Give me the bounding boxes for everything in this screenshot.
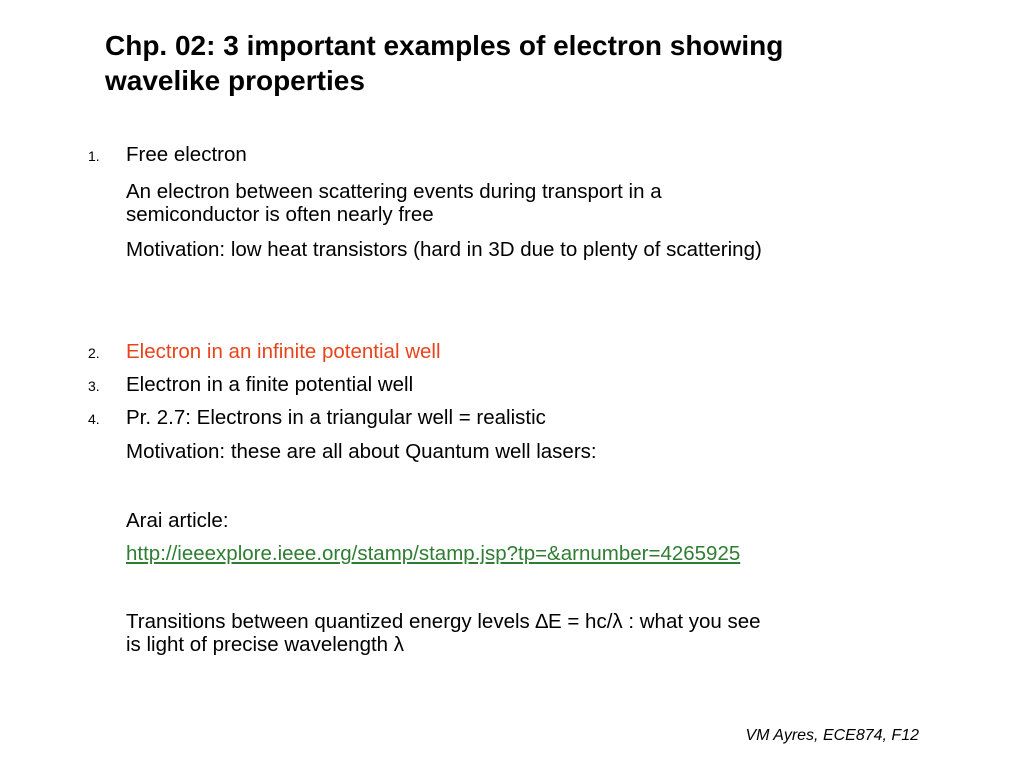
list-item-triangular-well: Pr. 2.7: Electrons in a triangular well = realistic [126, 406, 546, 429]
arai-article-link[interactable]: http://ieeexplore.ieee.org/stamp/stamp.jsp?tp=&arnumber=4265925 [126, 542, 741, 565]
list-item-finite-well: Electron in a finite potential well [126, 373, 414, 396]
quantum-well-motivation: Motivation: these are all about Quantum well lasers: [126, 440, 597, 463]
slide-title-line-1: Chp. 02: 3 important examples of electron showing [105, 30, 784, 61]
free-electron-description-line-2: semiconductor is often nearly free [126, 203, 434, 226]
free-electron-description-line-1: An electron between scattering events during transport in a [126, 180, 662, 203]
free-electron-motivation: Motivation: low heat transistors (hard in 3D due to plenty of scattering) [126, 238, 762, 261]
footer-credit: VM Ayres, ECE874, F12 [745, 727, 919, 744]
slide-title-line-2: wavelike properties [105, 65, 365, 96]
list-number-3: 3. [88, 378, 100, 394]
slide-title [105, 28, 965, 98]
list-item-infinite-well: Electron in an infinite potential well [126, 340, 441, 363]
list-number-2: 2. [88, 345, 100, 361]
free-electron-description [126, 180, 946, 226]
transitions-text [126, 610, 946, 656]
transitions-text-line-2: is light of precise wavelength λ [126, 633, 405, 656]
arai-article-label: Arai article: [126, 509, 229, 532]
transitions-text-line-1: Transitions between quantized energy levels ∆E = hc/λ : what you see [126, 610, 761, 633]
list-number-1: 1. [88, 148, 100, 164]
list-number-4: 4. [88, 411, 100, 427]
list-item-free-electron: Free electron [126, 143, 247, 166]
